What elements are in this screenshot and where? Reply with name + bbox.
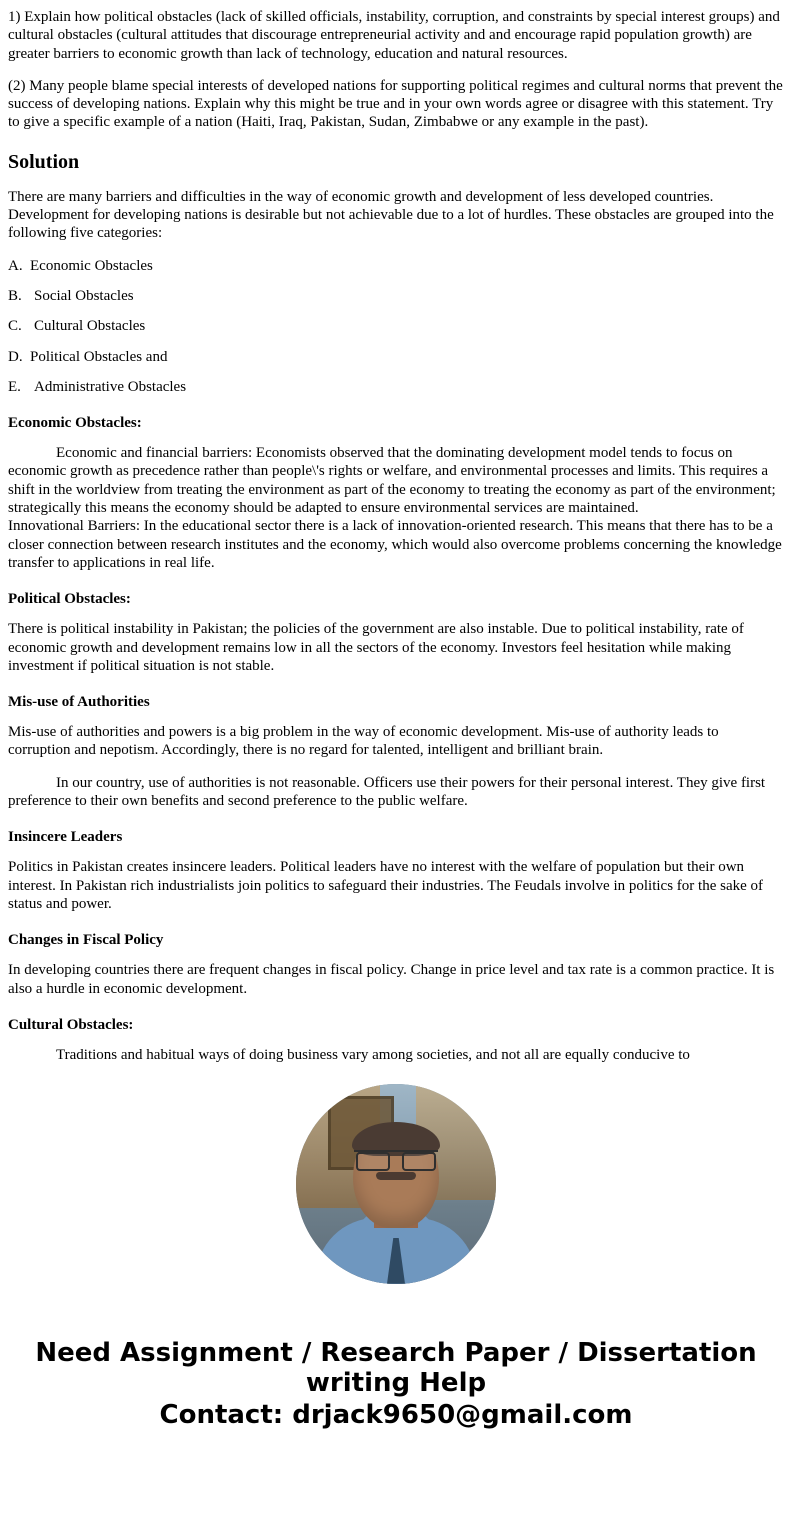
list-item-letter: A. <box>8 257 23 274</box>
footer-line-1: Need Assignment / Research Paper / Dissertation writing Help <box>35 1337 757 1398</box>
misuse-paragraph-2: In our country, use of authorities is not reasonable. Officers use their powers for their personal interest. They give first preference to their own benefits and second preference to the public welfare. <box>8 774 766 810</box>
list-item-label: Social Obstacles <box>34 287 134 304</box>
misuse-authorities-heading: Mis-use of Authorities <box>8 694 150 711</box>
intro-paragraph: There are many barriers and difficulties in the way of economic growth and development of less developed countries. Development for developing nations is desirable but not achievable due to a lot of hurdles. These obstacles are grouped into the following five categories: <box>8 188 774 242</box>
economic-obstacles-heading: Economic Obstacles: <box>8 415 142 432</box>
misuse-paragraph-1: Mis-use of authorities and powers is a big problem in the way of economic development. Mis-use of authority leads to corruption and nepotism. Accordingly, there is no regard for talented, intelligent and brilliant brain. <box>8 724 719 759</box>
list-item <box>8 257 784 275</box>
solution-heading: Solution <box>8 150 80 173</box>
list-item <box>8 348 784 366</box>
avatar <box>296 1084 496 1284</box>
footer-line-2: Contact: drjack9650@gmail.com <box>159 1400 633 1431</box>
political-obstacles-heading: Political Obstacles: <box>8 591 131 608</box>
avatar-mustache <box>376 1172 416 1180</box>
list-item <box>8 317 784 335</box>
insincere-leaders-heading: Insincere Leaders <box>8 829 123 846</box>
fiscal-paragraph-1: In developing countries there are frequent changes in fiscal policy. Change in price level and tax rate is a common practice. It is also a hurdle in economic development. <box>8 962 775 997</box>
economic-paragraph-2: Innovational Barriers: In the educational sector there is a lack of innovation-oriented research. This means that there has to be a closer connection between research institutes and the economy, which would also overcome problems concerning the knowledge transfer to applications in real life. <box>8 518 782 571</box>
list-item <box>8 378 784 396</box>
political-paragraph-1: There is political instability in Pakistan; the policies of the government are also instable. Due to political instability, rate of economic growth and development remains low in all the sectors of the economy. Investors feel hesitation while making investment if political situation is not stable. <box>8 621 744 674</box>
question-1: 1) Explain how political obstacles (lack of skilled officials, instability, corruption, and constraints by special interest groups) and cultural obstacles (cultural attitudes that discourage entrepreneurial activity and and encourage rapid population growth) are greater barriers to economic growth than lack of technology, education and natural resources. <box>8 9 780 62</box>
list-item-label: Administrative Obstacles <box>34 378 187 395</box>
list-item-letter: B. <box>8 287 22 304</box>
list-item-letter: D. <box>8 348 23 365</box>
fiscal-policy-heading: Changes in Fiscal Policy <box>8 932 164 949</box>
economic-paragraph-1: Economic and financial barriers: Economists observed that the dominating development model tends to focus on economic growth as precedence rather than people\'s rights or welfare, and environmental processes and limits. This requires a shift in the worldview from treating the environment as part of the economy to treating the economy as part of the environment; strategically this means the economy should be adapted to ensure environmental services are maintained. <box>8 445 776 517</box>
list-item-label: Economic Obstacles <box>30 257 153 274</box>
list-item-label: Cultural Obstacles <box>34 318 146 335</box>
list-item-letter: E. <box>8 378 21 395</box>
list-item <box>8 287 784 305</box>
footer <box>8 1338 784 1454</box>
question-2: (2) Many people blame special interests of developed nations for supporting political regimes and cultural norms that prevent the success of developing nations. Explain why this might be true and in your own words agree or disagree with this statement. Try to give a specific example of a nation (Haiti, Iraq, Pakistan, Sudan, Zimbabwe or any example in the past). <box>8 77 783 131</box>
insincere-paragraph-1: Politics in Pakistan creates insincere leaders. Political leaders have no interest with the welfare of population but their own interest. In Pakistan rich industrialists join politics to safeguard their industries. The Feudals involve in politics for the sake of status and power. <box>8 859 764 912</box>
list-item-label: Political Obstacles and <box>30 348 168 365</box>
cultural-obstacles-heading: Cultural Obstacles: <box>8 1016 134 1033</box>
cultural-paragraph-1: Traditions and habitual ways of doing business vary among societies, and not all are equally conducive to <box>56 1046 690 1062</box>
avatar-glasses <box>354 1150 438 1168</box>
list-item-letter: C. <box>8 318 22 335</box>
author-photo-container <box>8 1084 784 1284</box>
